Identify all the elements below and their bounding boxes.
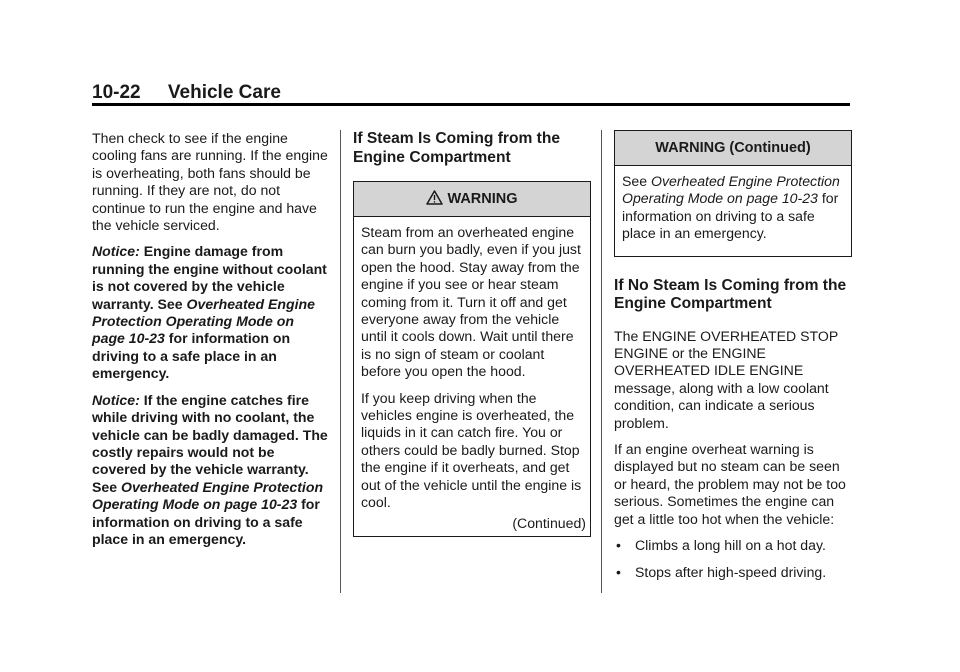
- list-item: [614, 564, 854, 581]
- no-steam-heading: If No Steam Is Coming from the Engine Compartment: [614, 276, 847, 313]
- bullet-icon: •: [616, 563, 621, 580]
- warning-header: [354, 182, 590, 217]
- notice-label: Notice:: [92, 391, 140, 408]
- column-middle: [353, 130, 591, 537]
- notice-label: Notice:: [92, 243, 140, 260]
- warning-body: [354, 217, 590, 536]
- list-item-text: Climbs a long hill on a hot day.: [635, 537, 826, 554]
- warning-triangle-icon: [426, 190, 443, 205]
- notice-tail: for information on driving to a safe place in an emergency.: [92, 496, 320, 547]
- steam-heading: If Steam Is Coming from the Engine Compartment: [353, 130, 561, 166]
- bullet-icon: •: [616, 537, 621, 554]
- warning-paragraph: Steam from an overheated engine can burn you badly, even if you just open the hood. Stay away from the engine if you see or hear steam coming from it. Turn it off and get everyone away from the vehicle until it cools down. Wait until there is no sign of steam or coolant before you open the hood.: [361, 224, 581, 380]
- list-item-text: Stops after high-speed driving.: [635, 563, 827, 580]
- section-title: Vehicle Care: [167, 82, 281, 103]
- intro-paragraph: Then check to see if the engine cooling fans are running. If the engine is overheating, both fans should be running. If they are not, do not continue to run the engine and have the vehicle serviced.: [92, 130, 328, 234]
- column-divider-left: [340, 130, 341, 593]
- continued-label: (Continued): [512, 514, 586, 531]
- warning-box-continued: [614, 130, 852, 257]
- column-right: [614, 130, 854, 590]
- column-left: [92, 130, 330, 557]
- page-header: [92, 82, 281, 104]
- warning-box-steam: [353, 181, 591, 537]
- warning-tail: for information on driving to a safe place in an emergency.: [622, 190, 839, 242]
- warning-title: WARNING: [447, 191, 518, 207]
- notice-tail: for information on driving to a safe place in an emergency.: [92, 330, 291, 382]
- column-divider-right: [601, 130, 602, 593]
- notice-reference[interactable]: Overheated Engine Protection Operating Mode on page 10-23: [92, 295, 315, 347]
- condition-list: [614, 537, 854, 581]
- list-item: [614, 537, 854, 554]
- warning-paragraph: If you keep driving when the vehicles engine is overheated, the liquids in it can catch fire. You or others could be badly burned. Stop the engine if it overheats, and get out of the vehicle until the engine is cool.: [361, 389, 582, 511]
- notice-reference[interactable]: Overheated Engine Protection Operating Mode on page 10-23: [92, 478, 324, 513]
- notice-coolant: [92, 243, 330, 382]
- body-paragraph: The ENGINE OVERHEATED STOP ENGINE or the ENGINE OVERHEATED IDLE ENGINE message, along with a low coolant condition, can indicate a serious problem.: [614, 327, 838, 431]
- warning-header: WARNING (Continued): [615, 131, 851, 166]
- see-text: See: [622, 173, 648, 189]
- body-paragraph: If an engine overheat warning is displayed but no steam can be seen or heard, the problem may not be too serious. Sometimes the engine can get a little too hot when the vehicle:: [614, 441, 846, 527]
- notice-text: If the engine catches fire while driving with no coolant, the vehicle can be badly damaged. The costly repairs would not be covered by the vehicle warranty. See: [92, 391, 328, 495]
- warning-body: [615, 166, 851, 256]
- notice-fire: [92, 392, 330, 549]
- warning-paragraph: [622, 173, 847, 243]
- warning-reference[interactable]: Overheated Engine Protection Operating Mode on page 10-23: [622, 173, 840, 207]
- notice-text: Engine damage from running the engine without coolant is not covered by the vehicle warranty. See: [92, 243, 327, 312]
- header-rule: [92, 103, 850, 106]
- page-number: 10-22: [92, 82, 141, 103]
